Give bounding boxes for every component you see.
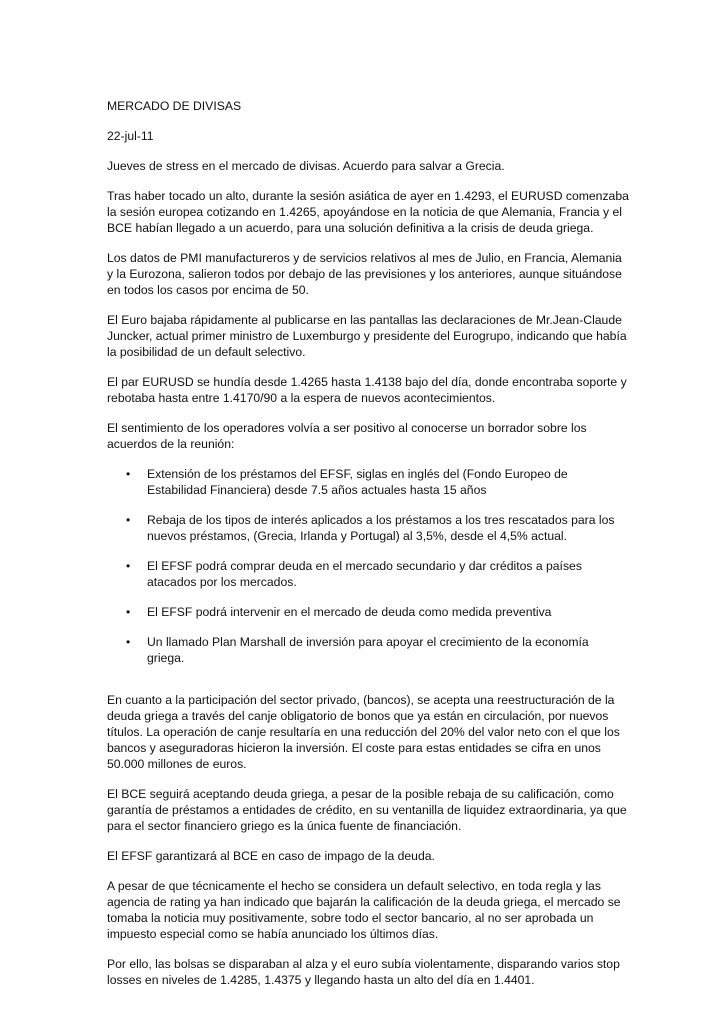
list-item-text: Rebaja de los tipos de interés aplicados a los préstamos a los tres rescatados para los nuevos préstamos, (Grecia, Irlanda y Portugal) al 3,5%, desde el 4,5% actual. (147, 513, 615, 543)
list-item (107, 466, 629, 498)
paragraph: A pesar de que técnicamente el hecho se considera un default selectivo, en toda regla y las agencia de rating ya han indicado que bajarán la calificación de la deuda griega, el mercado se tomaba la noticia muy positivamente, sobre todo el sector bancario, al no ser aprobada un impuesto especial como se había anunciado los últimos días. (107, 879, 621, 941)
list-item (107, 558, 629, 590)
paragraph: En cuanto a la participación del sector privado, (bancos), se acepta una reestructuración de la deuda griega a través del canje obligatorio de bonos que ya están en circulación, por nuevos títulos. La operación de canje resultaría en una reducción del 20% del valor neto con el que los bancos y aseguradoras hicieron la inversión. El coste para estas entidades se cifra en unos 50.000 millones de euros. (107, 693, 620, 771)
document-headline: Jueves de stress en el mercado de divisas. Acuerdo para salvar a Grecia. (107, 159, 505, 173)
bullet-icon: • (126, 513, 131, 527)
paragraph: El BCE seguirá aceptando deuda griega, a pesar de la posible rebaja de su calificación, como garantía de préstamos a entidades de crédito, en su ventanilla de liquidez extraordinaria, ya que para el sector financiero griego es la única fuente de financiación. (107, 787, 627, 833)
list-item (107, 634, 629, 666)
paragraph: El par EURUSD se hundía desde 1.4265 hasta 1.4138 bajo del día, donde encontraba soporte y rebotaba hasta entre 1.4170/90 a la espera de nuevos acontecimientos. (107, 375, 627, 405)
bullet-icon: • (126, 635, 131, 649)
list-item (107, 604, 629, 620)
paragraph: Tras haber tocado un alto, durante la sesión asiática de ayer en 1.4293, el EURUSD comenzaba la sesión europea cotizando en 1.4265, apoyándose en la noticia de que Alemania, Francia y el BCE habían llegado a un acuerdo, para una solución definitiva a la crisis de deuda griega. (107, 189, 629, 235)
document-body (107, 98, 629, 1002)
paragraph: El Euro bajaba rápidamente al publicarse en las pantallas las declaraciones de Mr.Jean-Claude Juncker, actual primer ministro de Luxemburgo y presidente del Eurogrupo, indicando que había la posibilidad de un default selectivo. (107, 313, 627, 359)
list-item-text: El EFSF podrá comprar deuda en el mercado secundario y dar créditos a países atacados por los mercados. (147, 559, 582, 589)
list-item (107, 512, 629, 544)
document-title: MERCADO DE DIVISAS (107, 99, 242, 113)
bullet-list (107, 466, 629, 666)
list-item-text: Extensión de los préstamos del EFSF, siglas en inglés del (Fondo Europeo de Estabilidad Financiera) desde 7.5 años actuales hasta 15 años (147, 467, 568, 497)
paragraph: El EFSF garantizará al BCE en caso de impago de la deuda. (107, 849, 435, 863)
document-date: 22-jul-11 (107, 129, 154, 143)
bullet-icon: • (126, 605, 131, 619)
list-item-text: Un llamado Plan Marshall de inversión para apoyar el crecimiento de la economía griega. (147, 635, 589, 665)
bullet-icon: • (126, 467, 131, 481)
paragraph: Los datos de PMI manufactureros y de servicios relativos al mes de Julio, en Francia, Alemania y la Eurozona, salieron todos por debajo de las previsiones y los anteriores, aunque situándose en todos los casos por encima de 50. (107, 251, 622, 297)
paragraph: Por ello, las bolsas se disparaban al alza y el euro subía violentamente, disparando varios stop losses en niveles de 1.4285, 1.4375 y llegando hasta un alto del día en 1.4401. (107, 957, 620, 987)
list-item-text: El EFSF podrá intervenir en el mercado de deuda como medida preventiva (147, 605, 552, 619)
bullet-icon: • (126, 559, 131, 573)
paragraph: El sentimiento de los operadores volvía a ser positivo al conocerse un borrador sobre los acuerdos de la reunión: (107, 421, 587, 451)
